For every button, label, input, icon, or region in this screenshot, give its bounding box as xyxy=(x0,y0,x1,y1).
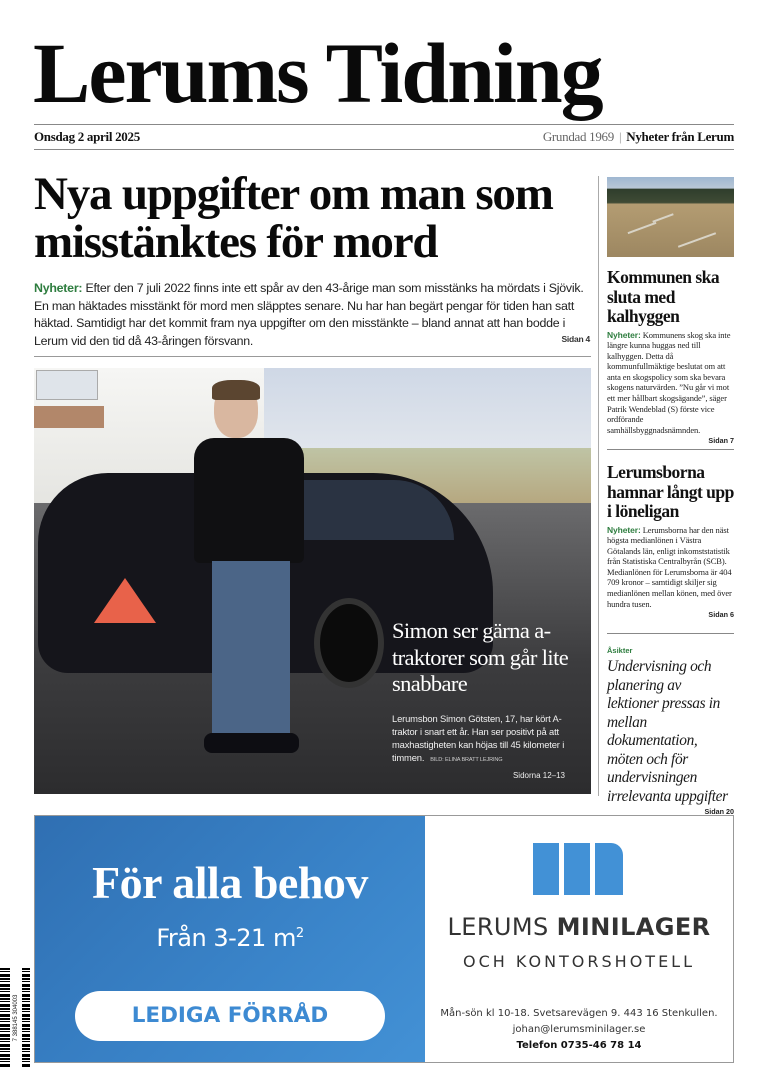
ad-brand-sub: OCH KONTORSHOTELL xyxy=(462,952,696,971)
sidebar-story-summary xyxy=(607,525,734,610)
separator: | xyxy=(618,129,622,144)
advertisement[interactable] xyxy=(34,815,734,1063)
person-torso xyxy=(194,438,304,563)
opinion-text[interactable]: Undervisning och planering av lektioner pressas in mellan dokumentation, möten och för undervisningen irrelevanta uppgifter xyxy=(607,658,728,805)
opinion-teaser xyxy=(607,646,734,816)
sidebar-story-page: Sidan 7 xyxy=(708,436,734,446)
clearcut-photo[interactable] xyxy=(607,177,734,257)
person-hair xyxy=(212,380,260,400)
minilager-logo-icon xyxy=(533,843,623,895)
lead-summary xyxy=(34,280,590,350)
ad-subtitle-sup: 2 xyxy=(295,926,304,941)
photo-wheel xyxy=(314,598,384,688)
sidebar-story-kicker: Nyheter: xyxy=(607,329,641,340)
barcode-number: 7 388145 304003 xyxy=(13,994,19,1042)
lead-divider xyxy=(34,356,591,357)
photo-page-ref: Sidorna 12–13 xyxy=(512,771,565,780)
photo-sign xyxy=(36,370,98,400)
person-legs xyxy=(212,561,290,736)
lead-headline[interactable]: Nya uppgifter om man som misstänktes för mord xyxy=(34,168,553,268)
ad-brand-bold: MINILAGER xyxy=(556,913,711,941)
column-divider xyxy=(598,176,599,796)
sidebar-story xyxy=(607,463,734,619)
opinion-kicker: Åsikter xyxy=(607,646,633,655)
sidebar-story-page: Sidan 6 xyxy=(708,610,734,620)
photo-person xyxy=(194,383,304,763)
ad-title: För alla behov xyxy=(92,857,368,908)
opinion-page: Sidan 20 xyxy=(704,807,734,816)
lead-page-ref: Sidan 4 xyxy=(561,333,590,344)
photo-story xyxy=(392,618,582,767)
sidebar-story-body: Lerumsborna har den näst högsta medianlönen i Västra Götalands län, enligt inkomststatistik från Statistiska Centralbyrån (SCB). Medianlönen för Lerumsborna är 404 709 kronor – samtidigt skiljer sig medianlönen mellan könen, med över hundra tusen. xyxy=(607,524,732,609)
sidebar-story-body: Kommunens skog ska inte längre kunna huggas ned till kalhyggen. Detta då kommunfullmäktige beslutat om att anta en skogspolicy som ska bevara skogens naturvärden. ”Nu går vi mot ett mer hållbart skogsägande”, säger Patrik Wendeblad (S) förste vice ordförande samhällsbyggnadsnämnden. xyxy=(607,329,731,435)
photo-roof xyxy=(34,406,104,428)
ad-brand-light: LERUMS xyxy=(447,913,549,941)
ad-brand xyxy=(425,913,733,941)
sidebar-divider xyxy=(607,449,734,450)
ad-left-panel xyxy=(35,816,425,1062)
lead-body: Efter den 7 juli 2022 finns inte ett spår av den 43-årige man som misstänks ha mördats i Sjövik. En man häktades misstänkt för mord men släpptes senare. Nu har han begärt pengar för tiden han satt häktad. Samtidigt har det kommit fram nya uppgifter om den misstänkte – bland annat att han bodde i Lerum vid den tid då 43-åringen försvann. xyxy=(34,281,584,348)
ad-email[interactable]: johan@lerumsminilager.se xyxy=(512,1024,646,1035)
ad-contact xyxy=(425,1006,733,1054)
sidebar-story-kicker: Nyheter: xyxy=(607,524,641,535)
header-rule-top xyxy=(34,124,734,125)
photo-credit: BILD: ELINA BRATT LEJRING xyxy=(430,756,503,763)
founded-year: Grundad 1969 xyxy=(542,129,614,144)
tagline: Nyheter från Lerum xyxy=(626,129,734,144)
ad-phone[interactable]: Telefon 0735-46 78 14 xyxy=(516,1040,642,1051)
ad-subtitle-text: Från 3-21 m xyxy=(156,924,296,952)
header-rule-bottom xyxy=(34,149,734,150)
photo-branch xyxy=(678,232,716,248)
photo-caption xyxy=(392,712,582,767)
issue-date: Onsdag 2 april 2025 xyxy=(34,129,140,144)
ad-subtitle xyxy=(35,924,425,952)
photo-caption-text: Lerumsbon Simon Götsten, 17, har kört A-traktor i snart ett år. Han ser positivt på att maxhastigheten kan höjas till 45 kilometer i timmen. xyxy=(392,712,565,763)
sidebar-story-summary xyxy=(607,330,734,436)
sidebar-story xyxy=(607,268,734,445)
photo-branch xyxy=(628,222,657,234)
barcode-number-strip xyxy=(10,968,22,1068)
lead-kicker: Nyheter: xyxy=(34,281,83,295)
sidebar-story-headline[interactable]: Lerumsborna hamnar långt upp i löneligan xyxy=(607,462,734,521)
photo-story-title[interactable]: Simon ser gärna a-traktorer som går lite snabbare xyxy=(392,618,569,696)
photo-branch xyxy=(652,213,673,222)
ad-hours-address: Mån-sön kl 10-18. Svetsarevägen 9. 443 16 Stenkullen. xyxy=(440,1008,718,1019)
ad-right-panel xyxy=(425,816,733,1062)
person-shoes xyxy=(204,733,299,753)
sidebar-story-headline[interactable]: Kommunen ska sluta med kalhyggen xyxy=(607,267,720,326)
feature-photo[interactable] xyxy=(34,368,591,794)
ad-cta-button[interactable]: LEDIGA FÖRRÅD xyxy=(75,991,385,1041)
masthead-info xyxy=(543,129,734,145)
sidebar-divider xyxy=(607,633,734,634)
newspaper-title: Lerums Tidning xyxy=(33,25,602,121)
